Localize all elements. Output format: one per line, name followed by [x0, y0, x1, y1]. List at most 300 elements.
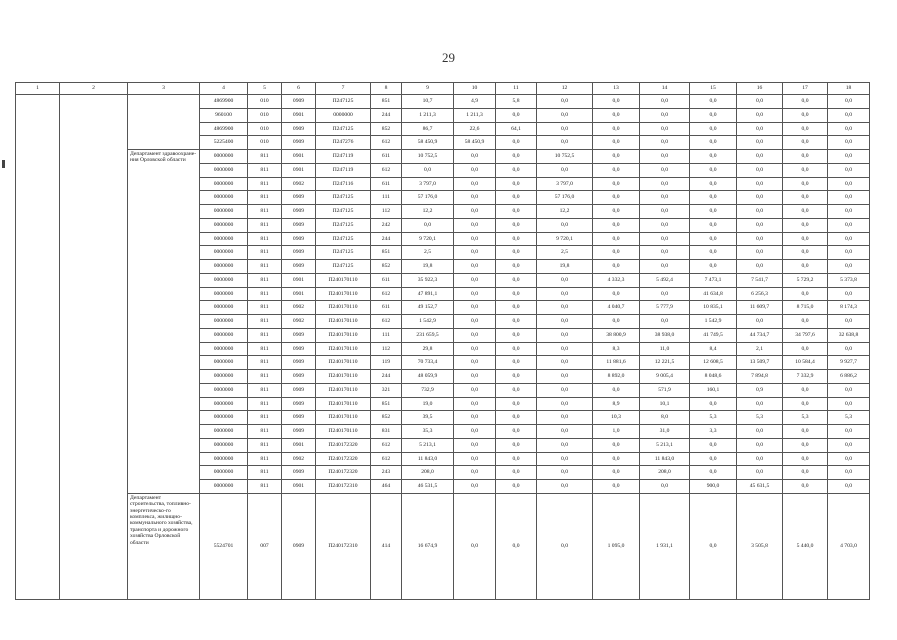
table-cell: 0,0: [496, 425, 537, 439]
table-cell: 612: [371, 163, 402, 177]
table-cell: 0000000: [200, 452, 248, 466]
table-cell: 0,0: [496, 480, 537, 494]
table-cell: 4 703,0: [828, 493, 870, 599]
table-cell: 208,0: [640, 466, 690, 480]
table-cell: 0,0: [537, 466, 593, 480]
column-number-cell: 3: [128, 83, 200, 95]
table-cell: 811: [248, 411, 282, 425]
table-cell: 10 584,4: [783, 356, 828, 370]
table-cell: 0000000: [200, 425, 248, 439]
table-cell: 4 040,7: [593, 301, 640, 315]
table-cell: 0,0: [783, 122, 828, 136]
table-cell: 0,0: [690, 493, 737, 599]
table-cell: 8 048,6: [690, 370, 737, 384]
table-cell: 0,0: [828, 95, 870, 109]
table-cell: 0,0: [783, 452, 828, 466]
table-cell: 0000000: [200, 301, 248, 315]
table-cell: 0,0: [537, 163, 593, 177]
table-cell: 0,0: [783, 383, 828, 397]
table-cell: 811: [248, 163, 282, 177]
table-cell: 0,0: [454, 383, 496, 397]
table-cell: 35 922,3: [402, 273, 454, 287]
table-cell: 0,0: [783, 95, 828, 109]
col1-cell: [16, 95, 60, 600]
table-cell: 010: [248, 136, 282, 150]
table-cell: 0909: [282, 328, 316, 342]
table-cell: 0,0: [737, 452, 783, 466]
table-cell: 0,0: [828, 150, 870, 164]
table-cell: 0,0: [783, 205, 828, 219]
table-cell: 86,7: [402, 122, 454, 136]
table-cell: 0,0: [828, 191, 870, 205]
table-cell: 31,0: [640, 425, 690, 439]
table-cell: 0,0: [496, 315, 537, 329]
table-cell: 9 720,1: [402, 232, 454, 246]
table-cell: 0,0: [454, 356, 496, 370]
table-cell: 64,1: [496, 122, 537, 136]
table-cell: 242: [371, 218, 402, 232]
table-cell: 0,0: [496, 466, 537, 480]
table-cell: 852: [371, 260, 402, 274]
table-cell: 0,0: [737, 150, 783, 164]
table-cell: 0,0: [737, 246, 783, 260]
table-cell: 44 734,7: [737, 328, 783, 342]
table-cell: 2,5: [537, 246, 593, 260]
table-cell: 0909: [282, 260, 316, 274]
table-cell: П240172320: [316, 452, 371, 466]
table-cell: 3,3: [690, 425, 737, 439]
table-cell: 5 440,0: [783, 493, 828, 599]
table-cell: 0,0: [828, 177, 870, 191]
table-cell: 2,5: [402, 246, 454, 260]
table-cell: 0,0: [828, 383, 870, 397]
table-cell: 0901: [282, 287, 316, 301]
table-cell: 0,0: [783, 191, 828, 205]
table-cell: 0,0: [454, 315, 496, 329]
table-cell: 5,3: [828, 411, 870, 425]
table-cell: 0,0: [690, 122, 737, 136]
table-cell: 0,0: [593, 232, 640, 246]
table-cell: 0,0: [496, 150, 537, 164]
table-cell: 0909: [282, 397, 316, 411]
table-cell: 831: [371, 425, 402, 439]
table-cell: П240170110: [316, 397, 371, 411]
table-cell: П240172310: [316, 493, 371, 599]
table-cell: 0,0: [640, 315, 690, 329]
table-cell: 112: [371, 205, 402, 219]
table-cell: 0,0: [496, 191, 537, 205]
table-cell: 612: [371, 438, 402, 452]
column-number-cell: 5: [248, 83, 282, 95]
table-cell: 0,0: [454, 438, 496, 452]
table-cell: 0000000: [200, 411, 248, 425]
table-cell: П240170110: [316, 411, 371, 425]
table-cell: 119: [371, 356, 402, 370]
table-cell: 0909: [282, 411, 316, 425]
table-cell: 0,0: [402, 218, 454, 232]
table-cell: 0,0: [828, 466, 870, 480]
table-cell: 0000000: [200, 466, 248, 480]
table-row: [16, 493, 870, 599]
table-cell: 0,0: [783, 177, 828, 191]
table-cell: 0,0: [828, 246, 870, 260]
table-cell: 0,0: [737, 177, 783, 191]
table-cell: 811: [248, 342, 282, 356]
table-cell: 0909: [282, 356, 316, 370]
table-cell: 0,0: [537, 438, 593, 452]
column-number-cell: 10: [454, 83, 496, 95]
table-cell: 0,0: [454, 493, 496, 599]
table-cell: 0,0: [537, 287, 593, 301]
table-cell: П247276: [316, 136, 371, 150]
table-cell: П240172320: [316, 438, 371, 452]
table-cell: 244: [371, 370, 402, 384]
table-cell: 0,0: [454, 273, 496, 287]
table-cell: 0,0: [454, 397, 496, 411]
table-cell: 0,0: [783, 163, 828, 177]
table-cell: 5,3: [737, 411, 783, 425]
department-name: Департамент здравоохране-ния Орловской области: [128, 150, 200, 494]
table-cell: 0,0: [828, 218, 870, 232]
table-cell: 0,0: [828, 108, 870, 122]
col3-cell: [128, 95, 200, 150]
table-cell: 1 931,1: [640, 493, 690, 599]
table-cell: 7 473,1: [690, 273, 737, 287]
table-cell: 0,0: [737, 425, 783, 439]
table-cell: 811: [248, 177, 282, 191]
table-cell: 0901: [282, 480, 316, 494]
table-cell: 1 095,0: [593, 493, 640, 599]
column-number-cell: 12: [537, 83, 593, 95]
table-cell: 0,9: [737, 383, 783, 397]
table-cell: П240170110: [316, 356, 371, 370]
table-cell: 0,0: [537, 328, 593, 342]
table-cell: 0,0: [737, 122, 783, 136]
table-cell: 811: [248, 328, 282, 342]
table-cell: 0,0: [640, 246, 690, 260]
table-cell: 11 843,0: [402, 452, 454, 466]
table-cell: 0,0: [496, 205, 537, 219]
table-cell: П240170110: [316, 342, 371, 356]
table-cell: 10 752,5: [537, 150, 593, 164]
table-cell: 0,0: [496, 246, 537, 260]
table-cell: 0,0: [737, 466, 783, 480]
table-cell: 0901: [282, 163, 316, 177]
table-cell: 45 631,5: [737, 480, 783, 494]
column-number-cell: 8: [371, 83, 402, 95]
table-cell: 811: [248, 438, 282, 452]
table-cell: 811: [248, 218, 282, 232]
table-row: [16, 150, 870, 164]
table-cell: 39,5: [402, 411, 454, 425]
table-cell: 0,0: [496, 370, 537, 384]
table-cell: 0,0: [496, 342, 537, 356]
table-cell: 0,0: [640, 95, 690, 109]
table-cell: 0,0: [454, 287, 496, 301]
table-cell: 0,0: [737, 218, 783, 232]
table-cell: 4869900: [200, 95, 248, 109]
table-cell: 0,0: [537, 480, 593, 494]
table-cell: 5 729,2: [783, 273, 828, 287]
table-cell: 0000000: [200, 232, 248, 246]
table-cell: 0902: [282, 452, 316, 466]
table-cell: П240170110: [316, 287, 371, 301]
table-cell: 0,0: [593, 205, 640, 219]
table-cell: 0,0: [454, 191, 496, 205]
table-cell: 0,0: [402, 163, 454, 177]
table-cell: П240170110: [316, 383, 371, 397]
col2-cell: [60, 95, 128, 600]
table-cell: 0909: [282, 425, 316, 439]
table-cell: 0,0: [690, 452, 737, 466]
table-cell: 811: [248, 287, 282, 301]
table-cell: 811: [248, 383, 282, 397]
table-cell: 010: [248, 95, 282, 109]
table-cell: 0,0: [783, 246, 828, 260]
table-cell: 9 005,4: [640, 370, 690, 384]
table-cell: 0,0: [640, 122, 690, 136]
table-cell: 0902: [282, 301, 316, 315]
table-cell: 0,0: [640, 136, 690, 150]
table-cell: 5225400: [200, 136, 248, 150]
table-cell: 611: [371, 301, 402, 315]
table-cell: 1 542,9: [402, 315, 454, 329]
table-cell: 0,0: [496, 136, 537, 150]
table-cell: 900,0: [690, 480, 737, 494]
table-cell: 4,9: [454, 95, 496, 109]
table-cell: 0,0: [454, 301, 496, 315]
table-cell: П247116: [316, 177, 371, 191]
table-cell: 0,0: [593, 287, 640, 301]
table-cell: 0000000: [200, 163, 248, 177]
table-cell: 0,0: [828, 287, 870, 301]
table-cell: 0,0: [640, 108, 690, 122]
table-cell: 851: [371, 95, 402, 109]
table-cell: 19,0: [402, 397, 454, 411]
column-number-cell: 7: [316, 83, 371, 95]
table-cell: 0,0: [640, 177, 690, 191]
column-number-cell: 9: [402, 83, 454, 95]
table-cell: 10,7: [402, 95, 454, 109]
budget-table: [15, 82, 870, 600]
table-cell: 0909: [282, 136, 316, 150]
table-cell: 0000000: [200, 246, 248, 260]
table-cell: П247119: [316, 163, 371, 177]
table-cell: 852: [371, 411, 402, 425]
table-cell: 0,0: [640, 218, 690, 232]
table-cell: 8,4: [690, 342, 737, 356]
table-cell: 0,0: [496, 287, 537, 301]
table-cell: 0,0: [537, 425, 593, 439]
table-cell: 0,0: [737, 191, 783, 205]
table-cell: 0,0: [783, 438, 828, 452]
table-cell: 0,0: [640, 191, 690, 205]
table-cell: 0,0: [690, 466, 737, 480]
table-cell: 612: [371, 287, 402, 301]
table-cell: 0,0: [496, 260, 537, 274]
table-cell: 11 609,7: [737, 301, 783, 315]
table-cell: 0,0: [783, 342, 828, 356]
table-cell: 0,0: [496, 301, 537, 315]
header-row: [16, 83, 870, 95]
table-cell: 811: [248, 301, 282, 315]
table-cell: 12 221,5: [640, 356, 690, 370]
column-number-cell: 11: [496, 83, 537, 95]
table-cell: 811: [248, 315, 282, 329]
table-cell: 0000000: [316, 108, 371, 122]
table-cell: 1 211,3: [454, 108, 496, 122]
table-cell: 7 894,8: [737, 370, 783, 384]
table-cell: П247125: [316, 95, 371, 109]
table-cell: 811: [248, 232, 282, 246]
page-number: 29: [442, 50, 455, 65]
table-cell: 3 797,0: [402, 177, 454, 191]
table-cell: 0,0: [593, 191, 640, 205]
table-cell: 0000000: [200, 356, 248, 370]
table-cell: 1 211,3: [402, 108, 454, 122]
table-cell: 7 332,9: [783, 370, 828, 384]
table-cell: 0,0: [537, 301, 593, 315]
column-number-cell: 14: [640, 83, 690, 95]
table-cell: 0,0: [593, 452, 640, 466]
table-cell: 0,0: [454, 342, 496, 356]
table-cell: 811: [248, 246, 282, 260]
table-cell: П247125: [316, 246, 371, 260]
table-cell: 0000000: [200, 370, 248, 384]
table-cell: 10 752,5: [402, 150, 454, 164]
table-cell: 57 176,0: [537, 191, 593, 205]
table-cell: 0,0: [828, 315, 870, 329]
table-cell: 811: [248, 452, 282, 466]
table-cell: 0,0: [454, 411, 496, 425]
table-cell: 0,0: [737, 95, 783, 109]
table-cell: 010: [248, 122, 282, 136]
table-cell: 5524701: [200, 493, 248, 599]
column-number-cell: 4: [200, 83, 248, 95]
table-cell: 611: [371, 177, 402, 191]
table-cell: 0,0: [593, 466, 640, 480]
table-cell: 0,0: [454, 425, 496, 439]
table-cell: П240170110: [316, 301, 371, 315]
table-cell: 0,0: [783, 232, 828, 246]
table-cell: 0000000: [200, 191, 248, 205]
table-cell: 0,0: [690, 191, 737, 205]
table-cell: 0,0: [783, 315, 828, 329]
table-cell: 0,0: [640, 287, 690, 301]
table-cell: 0,0: [454, 260, 496, 274]
table-cell: 0901: [282, 438, 316, 452]
table-cell: 811: [248, 150, 282, 164]
table-cell: 811: [248, 425, 282, 439]
table-cell: 0,0: [828, 163, 870, 177]
table-cell: 464: [371, 480, 402, 494]
table-cell: 0,0: [593, 177, 640, 191]
table-cell: 0909: [282, 218, 316, 232]
table-cell: 0,0: [690, 246, 737, 260]
table-cell: 0,0: [496, 273, 537, 287]
table-cell: 0000000: [200, 177, 248, 191]
table-cell: 321: [371, 383, 402, 397]
table-cell: 0,0: [737, 397, 783, 411]
table-cell: 58 450,9: [402, 136, 454, 150]
table-cell: 0,0: [828, 480, 870, 494]
table-cell: 0000000: [200, 480, 248, 494]
table-cell: 0,0: [690, 108, 737, 122]
table-cell: 0,0: [593, 218, 640, 232]
table-cell: 0,0: [593, 95, 640, 109]
table-cell: 38 938,0: [640, 328, 690, 342]
table-cell: 811: [248, 370, 282, 384]
table-cell: П240170110: [316, 315, 371, 329]
table-cell: 0,0: [537, 370, 593, 384]
table-cell: 0000000: [200, 342, 248, 356]
table-cell: 8,9: [593, 397, 640, 411]
table-cell: 0,0: [783, 480, 828, 494]
table-cell: 6 256,3: [737, 287, 783, 301]
table-cell: 0,0: [640, 232, 690, 246]
table-cell: 0909: [282, 191, 316, 205]
table-cell: 0,0: [496, 411, 537, 425]
table-cell: 0909: [282, 232, 316, 246]
table-cell: 0,0: [783, 108, 828, 122]
table-cell: 32 638,8: [828, 328, 870, 342]
table-cell: 7 541,7: [737, 273, 783, 287]
table-cell: 0,0: [454, 480, 496, 494]
table-cell: 0901: [282, 150, 316, 164]
table-cell: 0,0: [690, 177, 737, 191]
table-cell: 0000000: [200, 328, 248, 342]
table-cell: 5,3: [783, 411, 828, 425]
table-cell: П240170110: [316, 370, 371, 384]
table-cell: 9 927,7: [828, 356, 870, 370]
table-cell: 1 542,9: [690, 315, 737, 329]
table-cell: 16 674,9: [402, 493, 454, 599]
table-cell: 160,1: [690, 383, 737, 397]
table-cell: 0,0: [593, 108, 640, 122]
scan-artifact: [2, 160, 5, 168]
table-cell: 612: [371, 452, 402, 466]
table-cell: 0,0: [690, 232, 737, 246]
table-cell: 34 797,6: [783, 328, 828, 342]
table-cell: 0,0: [496, 383, 537, 397]
table-cell: 0,0: [593, 163, 640, 177]
table-cell: 5 373,8: [828, 273, 870, 287]
table-cell: 8 892,0: [593, 370, 640, 384]
table-cell: 10 835,1: [690, 301, 737, 315]
table-cell: П240170110: [316, 425, 371, 439]
column-number-cell: 18: [828, 83, 870, 95]
table-cell: 0,0: [783, 260, 828, 274]
table-cell: 13 509,7: [737, 356, 783, 370]
column-number-cell: 1: [16, 83, 60, 95]
table-cell: 0,0: [593, 150, 640, 164]
table-cell: 811: [248, 260, 282, 274]
table-cell: 0,0: [537, 315, 593, 329]
table-cell: 811: [248, 273, 282, 287]
table-cell: 0,0: [690, 218, 737, 232]
table-cell: 0,0: [640, 480, 690, 494]
table-cell: 0000000: [200, 218, 248, 232]
table-cell: 0,0: [454, 328, 496, 342]
table-cell: 6 886,2: [828, 370, 870, 384]
table-cell: 0000000: [200, 438, 248, 452]
table-cell: 0,0: [640, 205, 690, 219]
table-cell: 0,0: [783, 150, 828, 164]
table-cell: 0000000: [200, 260, 248, 274]
table-cell: 48 059,9: [402, 370, 454, 384]
table-cell: 41 749,5: [690, 328, 737, 342]
table-cell: 811: [248, 480, 282, 494]
